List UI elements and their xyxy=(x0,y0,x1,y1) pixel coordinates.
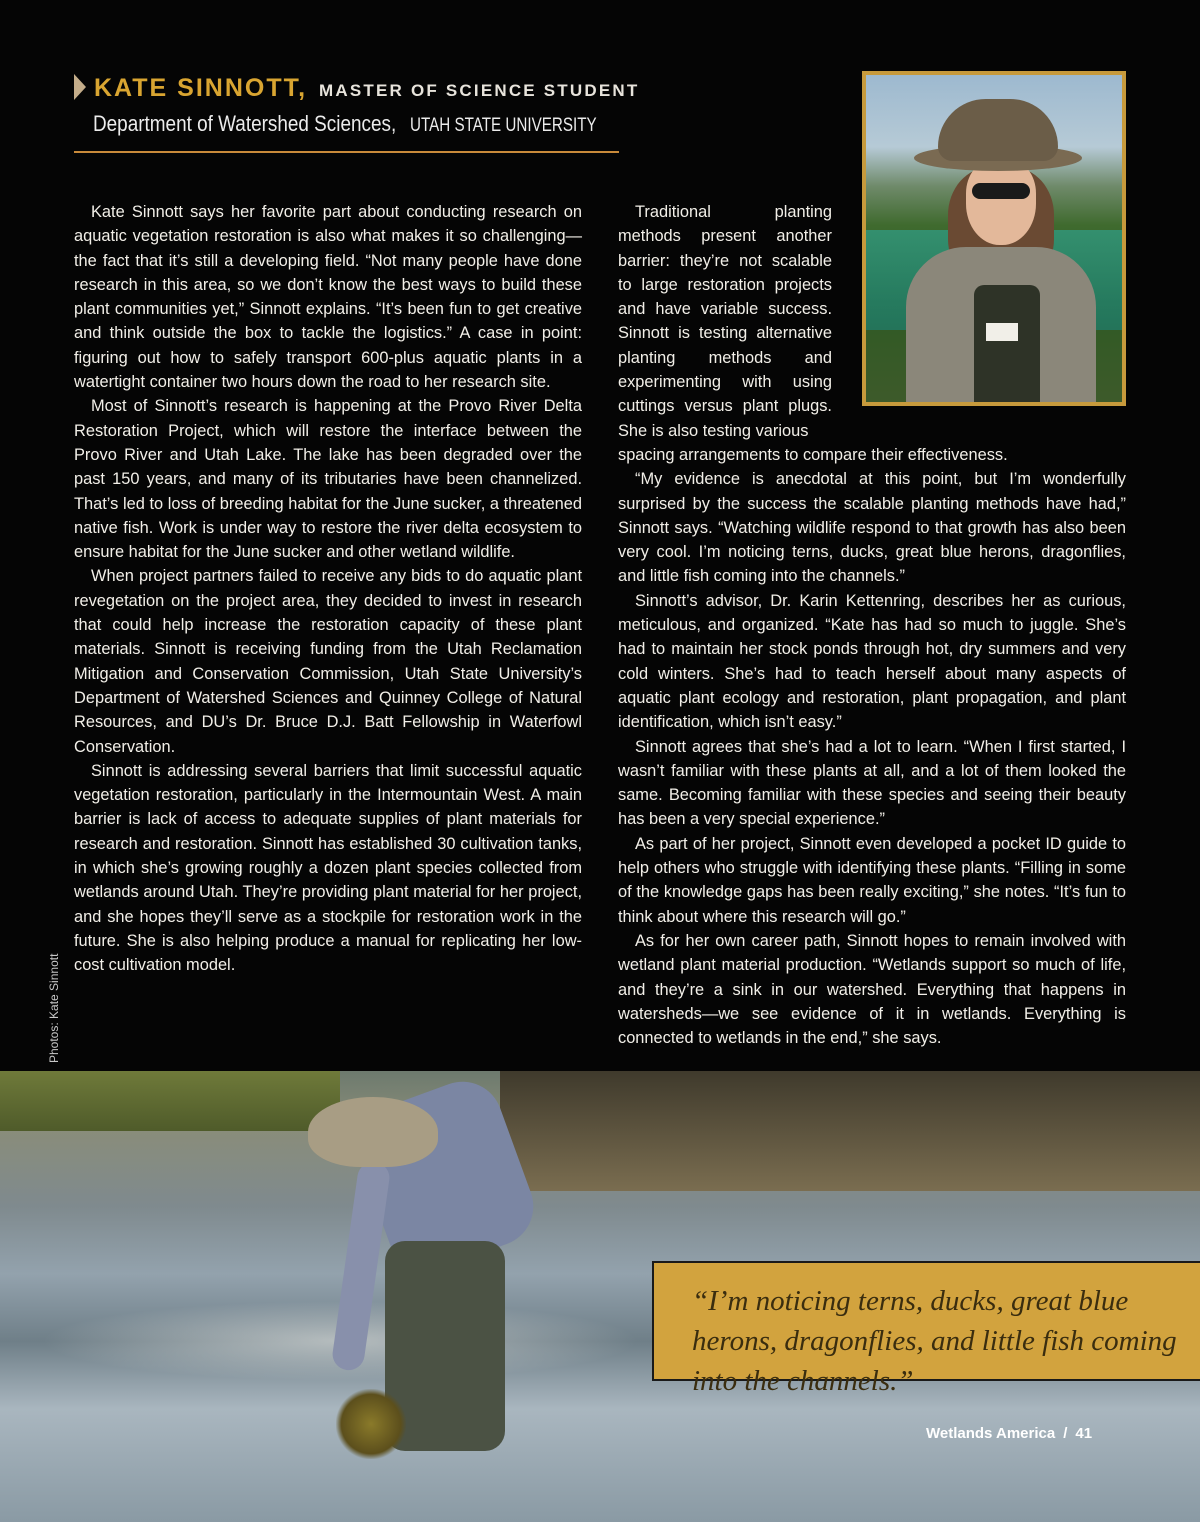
body-column-right-top xyxy=(618,200,832,443)
paragraph: As for her own career path, Sinnott hopes to remain involved with wetland plant material production. “Wetlands support so much of life, and they’re a sink in our watershed. Everything that happens in watersheds—we see evidence of it in wetlands. Everything is connected to wetlands in the end,” she says. xyxy=(618,931,1126,1048)
paragraph: When project partners failed to receive any bids to do aquatic plant revegetation on the project area, they decided to invest in research that could help increase the restoration capacity of these plant materials. Sinnott is receiving funding from the Utah Reclamation Mitigation and Conservation Commission, Utah State University’s Department of Watershed Sciences and Quinney College of Natural Resources, and DU’s Dr. Bruce D.J. Batt Fellowship in Waterfowl Conservation. xyxy=(74,567,582,756)
triangle-bullet-icon xyxy=(74,74,86,100)
paragraph: “My evidence is anecdotal at this point, but I’m wonderfully surprised by the success the scalable planting methods have had,” Sinnott says. “Watching wildlife respond to that growth has also been very cool. I’m noticing terns, ducks, great blue herons, dragonflies, and little fish coming into the channels.” xyxy=(618,470,1126,586)
profile-role: MASTER OF SCIENCE STUDENT xyxy=(319,81,640,100)
department-name: Department of Watershed Sciences, xyxy=(93,111,397,136)
pull-quote-box xyxy=(652,1261,1200,1397)
paragraph: Sinnott’s advisor, Dr. Karin Kettenring, describes her as curious, meticulous, and organized. “Kate has had so much to juggle. She’s had to maintain her stock ponds through hot, dry summers and very cold winters. She’s had to teach herself about many aspects of aquatic plant ecology and restoration, plant propagation, and plant identification, which isn’t easy.” xyxy=(618,591,1126,732)
portrait-sunglasses xyxy=(972,183,1030,199)
photo-aquatic-plant xyxy=(336,1389,406,1459)
portrait-photo xyxy=(862,71,1126,406)
body-column-left xyxy=(74,200,582,978)
paragraph: Sinnott agrees that she’s had a lot to learn. “When I first started, I wasn’t familiar with these plants at all, and a lot of them looked the same. Becoming familiar with these species and seeing their beauty has been a very special experience.” xyxy=(618,737,1126,829)
paragraph-continuation: spacing arrangements to compare their effectiveness. xyxy=(618,446,1008,464)
portrait-card xyxy=(986,323,1018,341)
university-name: UTAH STATE UNIVERSITY xyxy=(410,115,597,136)
pull-quote-text: “I’m noticing terns, ducks, great blue herons, dragonflies, and little fish coming into the channels.” xyxy=(692,1285,1177,1397)
page-number: 41 xyxy=(1075,1425,1093,1442)
header-divider xyxy=(74,151,619,153)
publication-name: Wetlands America xyxy=(926,1425,1056,1442)
portrait-waders xyxy=(974,285,1040,406)
article-header xyxy=(74,70,640,137)
portrait-face xyxy=(966,159,1036,245)
portrait-hat xyxy=(938,99,1058,161)
page-folio xyxy=(926,1425,1092,1442)
photo-grass-bank xyxy=(0,1071,340,1131)
body-column-right xyxy=(618,443,1126,1050)
paragraph: Kate Sinnott says her favorite part about conducting research on aquatic vegetation restoration is also what makes it so challenging—the fact that it’s still a developing field. “Not many people have done research in this area, so we don’t know the best ways to build these plant communities yet,” Sinnott explains. “It’s been fun to get creative and think outside the box to tackle the logistics.” A case in point: figuring out how to safely transport 600-plus aquatic plants in a watertight container two hours down the road to her research site. xyxy=(74,203,582,392)
paragraph: Most of Sinnott’s research is happening at the Provo River Delta Restoration Project, which will restore the interface between the Provo River and Utah Lake. The lake has been degraded over the past 150 years, and many of its tributaries have been channelized. That’s led to loss of breeding habitat for the June sucker, a threatened native fish. Work is under way to restore the river delta ecosystem to ensure habitat for the June sucker and other wetland wildlife. xyxy=(74,397,582,562)
affiliation-line xyxy=(93,111,619,137)
paragraph: Traditional planting methods present another barrier: they’re not scalable to large restoration projects and have variable success. Sinnott is testing alternative planting methods and experimenting with using cuttings versus plant plugs. She is also testing various xyxy=(618,203,832,440)
profile-name: KATE SINNOTT, xyxy=(94,74,308,102)
paragraph: As part of her project, Sinnott even developed a pocket ID guide to help others who struggle with identifying these plants. “Filling in some of the knowledge gaps has been really exciting,” she notes. “It’s fun to think about where this research will go.” xyxy=(618,834,1126,926)
name-line xyxy=(74,70,640,103)
paragraph: Sinnott is addressing several barriers that limit successful aquatic vegetation restoration, particularly in the Intermountain West. A main barrier is lack of access to adequate supplies of plant materials for research and restoration. Sinnott has established 30 cultivation tanks, in which she’s growing roughly a dozen plant species collected from wetlands around Utah. They’re providing plant material for her project, and she hopes they’ll serve as a stockpile for restoration work in the future. She is also helping produce a manual for replicating her low-cost cultivation model. xyxy=(74,761,582,975)
folio-separator: / xyxy=(1063,1425,1068,1442)
photo-person-hat xyxy=(308,1097,438,1167)
photo-hillside xyxy=(500,1071,1200,1191)
photo-credit: Photos: Kate Sinnott xyxy=(47,953,61,1063)
